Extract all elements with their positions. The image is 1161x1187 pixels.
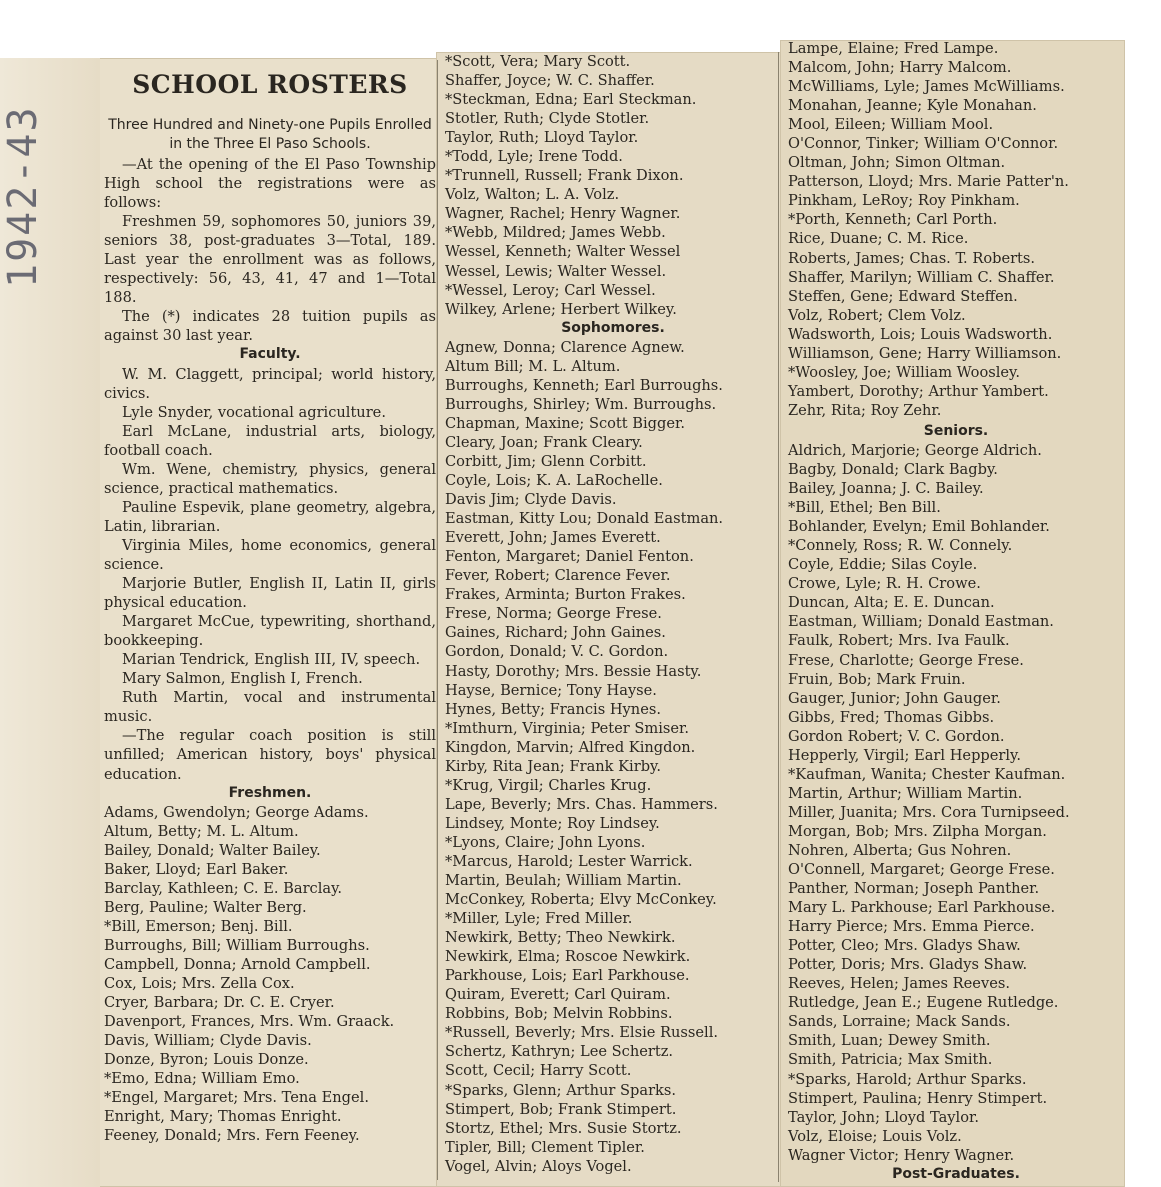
roster-entry: Eastman, Kitty Lou; Donald Eastman. [445, 510, 724, 528]
roster-entry: Stotler, Ruth; Clyde Stotler. [445, 110, 650, 128]
roster-entry: Miller, Juanita; Mrs. Cora Turnipseed. [788, 803, 1070, 821]
roster-entry: Mool, Eileen; William Mool. [788, 116, 994, 134]
faculty-entry: Marian Tendrick, English III, IV, speech. [122, 651, 421, 669]
roster-entry: Duncan, Alta; E. E. Duncan. [788, 594, 995, 612]
roster-entry: Smith, Luan; Dewey Smith. [788, 1032, 991, 1050]
intro-paragraph: Freshmen 59, sophomores 50, juniors 39, seniors 38, post-graduates 3—Total, 189. Last year the enrollment was as follows, respectively: 56, 43, 41, 47 and 1—Total 188. [104, 213, 436, 307]
roster-entry: Davis Jim; Clyde Davis. [445, 491, 617, 509]
roster-entry: Volz, Walton; L. A. Volz. [445, 186, 620, 204]
roster-entry: Altum, Betty; M. L. Altum. [104, 822, 299, 840]
roster-entry: Potter, Doris; Mrs. Gladys Shaw. [788, 956, 1028, 974]
faculty-list [104, 365, 436, 784]
roster-entry: Altum Bill; M. L. Altum. [445, 357, 621, 375]
faculty-entry: Margaret McCue, typewriting, shorthand, bookkeeping. [104, 613, 436, 650]
roster-entry: Taylor, Ruth; Lloyd Taylor. [445, 129, 639, 147]
roster-entry: Kirby, Rita Jean; Frank Kirby. [445, 757, 661, 775]
roster-entry: *Lyons, Claire; John Lyons. [445, 833, 646, 851]
roster-entry: *Miller, Lyle; Fred Miller. [445, 910, 633, 928]
roster-entry: Frakes, Arminta; Burton Frakes. [445, 586, 686, 604]
roster-entry: Gordon, Donald; V. C. Gordon. [445, 643, 669, 661]
roster-entry: Shaffer, Joyce; W. C. Shaffer. [445, 72, 655, 90]
roster-entry: Adams, Gwendolyn; George Adams. [104, 803, 369, 821]
roster-entry: Robbins, Bob; Melvin Robbins. [445, 1005, 673, 1023]
article-title: SCHOOL ROSTERS [132, 70, 408, 99]
roster-entry: *Todd, Lyle; Irene Todd. [445, 148, 623, 166]
handwritten-year-text: 1942-43 [0, 105, 46, 288]
roster-entry: McConkey, Roberta; Elvy McConkey. [445, 891, 717, 909]
roster-entry: Morgan, Bob; Mrs. Zilpha Morgan. [788, 822, 1047, 840]
roster-entry: *Scott, Vera; Mary Scott. [445, 53, 631, 70]
roster-entry: Enright, Mary; Thomas Enright. [104, 1108, 342, 1126]
roster-entry: Barclay, Kathleen; C. E. Barclay. [104, 879, 343, 897]
roster-entry: Cox, Lois; Mrs. Zella Cox. [104, 975, 295, 993]
roster-entry: Tipler, Bill; Clement Tipler. [445, 1138, 645, 1156]
roster-entry: Hepperly, Virgil; Earl Hepperly. [788, 746, 1021, 764]
roster-entry: Oltman, John; Simon Oltman. [788, 154, 1006, 172]
roster-entry: O'Connell, Margaret; George Frese. [788, 861, 1055, 879]
faculty-entry: Virginia Miles, home economics, general science. [104, 536, 436, 573]
roster-entry: Bagby, Donald; Clark Bagby. [788, 461, 998, 479]
roster-entry: Coyle, Lois; K. A. LaRochelle. [445, 472, 663, 490]
roster-entry: Bailey, Joanna; J. C. Bailey. [788, 480, 984, 498]
roster-entry: Bohlander, Evelyn; Emil Bohlander. [788, 518, 1050, 536]
roster-entry: Fruin, Bob; Mark Fruin. [788, 670, 966, 688]
roster-entry: *Kaufman, Wanita; Chester Kaufman. [788, 765, 1066, 783]
roster-entry: Panther, Norman; Joseph Panther. [788, 880, 1040, 898]
roster-entry: Vogel, Alvin; Aloys Vogel. [445, 1157, 632, 1175]
sophomores-list [445, 338, 781, 1176]
roster-entry: Newkirk, Elma; Roscoe Newkirk. [445, 948, 691, 966]
roster-entry: Burroughs, Shirley; Wm. Burroughs. [445, 395, 717, 413]
roster-entry: *Imthurn, Virginia; Peter Smiser. [445, 719, 690, 737]
roster-entry: Hynes, Betty; Francis Hynes. [445, 700, 661, 718]
intro-section [104, 155, 436, 345]
faculty-entry: Lyle Snyder, vocational agriculture. [122, 403, 386, 421]
roster-entry: *Marcus, Harold; Lester Warrick. [445, 852, 693, 870]
roster-entry: Schertz, Kathryn; Lee Schertz. [445, 1043, 674, 1061]
roster-entry: Rice, Duane; C. M. Rice. [788, 230, 969, 248]
roster-entry: Wadsworth, Lois; Louis Wadsworth. [788, 325, 1053, 343]
roster-entry: Corbitt, Jim; Glenn Corbitt. [445, 452, 647, 470]
roster-entry: Volz, Robert; Clem Volz. [788, 306, 966, 324]
roster-entry: Wagner Victor; Henry Wagner. [788, 1146, 1015, 1164]
roster-entry: Fever, Robert; Clarence Fever. [445, 567, 671, 585]
seniors-heading: Seniors. [923, 422, 989, 439]
roster-entry: *Trunnell, Russell; Frank Dixon. [445, 167, 684, 185]
roster-entry: Stortz, Ethel; Mrs. Susie Stortz. [445, 1119, 682, 1137]
juniors-continued-list [788, 39, 1124, 420]
faculty-entry: —The regular coach position is still unfilled; American history, boys' physical education. [104, 727, 436, 783]
roster-entry: *Steckman, Edna; Earl Steckman. [445, 91, 697, 109]
roster-entry: Kingdon, Marvin; Alfred Kingdon. [445, 738, 696, 756]
roster-entry: Potter, Cleo; Mrs. Gladys Shaw. [788, 937, 1021, 955]
postgraduates-heading: Post-Graduates. [892, 1165, 1020, 1182]
roster-entry: Bailey, Donald; Walter Bailey. [104, 841, 321, 859]
column-2 [445, 52, 781, 1176]
roster-entry: Yambert, Dorothy; Arthur Yambert. [788, 382, 1049, 400]
column-1 [104, 68, 436, 1145]
roster-entry: Nohren, Alberta; Gus Nohren. [788, 841, 1012, 859]
roster-entry: Burroughs, Kenneth; Earl Burroughs. [445, 376, 723, 394]
roster-entry: Cleary, Joan; Frank Cleary. [445, 433, 643, 451]
roster-entry: Sands, Lorraine; Mack Sands. [788, 1013, 1011, 1031]
roster-entry: Roberts, James; Chas. T. Roberts. [788, 249, 1036, 267]
roster-entry: Newkirk, Betty; Theo Newkirk. [445, 929, 676, 947]
roster-entry: Parkhouse, Lois; Earl Parkhouse. [445, 967, 690, 985]
roster-entry: *Emo, Edna; William Emo. [104, 1070, 300, 1088]
roster-entry: Wilkey, Arlene; Herbert Wilkey. [445, 300, 677, 318]
roster-entry: Gauger, Junior; John Gauger. [788, 689, 1001, 707]
intro-paragraph: The (*) indicates 28 tuition pupils as against 30 last year. [104, 308, 436, 345]
roster-entry: Smith, Patricia; Max Smith. [788, 1051, 993, 1069]
roster-entry: McWilliams, Lyle; James McWilliams. [788, 78, 1065, 96]
roster-entry: Eastman, William; Donald Eastman. [788, 613, 1054, 631]
freshmen-heading: Freshmen. [228, 784, 312, 801]
roster-entry: *Engel, Margaret; Mrs. Tena Engel. [104, 1089, 369, 1107]
roster-entry: Berg, Pauline; Walter Berg. [104, 898, 307, 916]
roster-entry: Zehr, Rita; Roy Zehr. [788, 401, 942, 419]
roster-entry: *Bill, Emerson; Benj. Bill. [104, 917, 293, 935]
roster-entry: Rutledge, Jean E.; Eugene Rutledge. [788, 994, 1059, 1012]
roster-entry: Stimpert, Paulina; Henry Stimpert. [788, 1089, 1048, 1107]
roster-entry: *Wessel, Leroy; Carl Wessel. [445, 281, 656, 299]
faculty-entry: Marjorie Butler, English II, Latin II, girls physical education. [104, 575, 436, 612]
roster-entry: *Sparks, Glenn; Arthur Sparks. [445, 1081, 677, 1099]
roster-entry: Lindsey, Monte; Roy Lindsey. [445, 814, 660, 832]
roster-entry: Pinkham, LeRoy; Roy Pinkham. [788, 192, 1020, 210]
seniors-list [788, 441, 1124, 1165]
roster-entry: Monahan, Jeanne; Kyle Monahan. [788, 97, 1037, 115]
freshmen-list [104, 803, 436, 1146]
roster-entry: Stimpert, Bob; Frank Stimpert. [445, 1100, 677, 1118]
faculty-entry: Mary Salmon, English I, French. [122, 670, 363, 688]
roster-entry: Coyle, Eddie; Silas Coyle. [788, 556, 978, 574]
roster-entry: Davenport, Frances, Mrs. Wm. Graack. [104, 1013, 395, 1031]
roster-entry: Cryer, Barbara; Dr. C. E. Cryer. [104, 994, 335, 1012]
roster-entry: Lampe, Elaine; Fred Lampe. [788, 40, 999, 57]
freshmen-continued-list [445, 52, 781, 319]
roster-entry: Wagner, Rachel; Henry Wagner. [445, 205, 681, 223]
roster-entry: *Bill, Ethel; Ben Bill. [788, 499, 941, 517]
roster-entry: Wessel, Kenneth; Walter Wessel [445, 243, 681, 261]
roster-entry: *Connely, Ross; R. W. Connely. [788, 537, 1013, 555]
roster-entry: *Sparks, Harold; Arthur Sparks. [788, 1070, 1027, 1088]
roster-entry: *Krug, Virgil; Charles Krug. [445, 776, 652, 794]
roster-entry: Campbell, Donna; Arnold Campbell. [104, 955, 371, 973]
roster-entry: *Russell, Beverly; Mrs. Elsie Russell. [445, 1024, 719, 1042]
roster-entry: Volz, Eloise; Louis Volz. [788, 1127, 962, 1145]
roster-entry: *Porth, Kenneth; Carl Porth. [788, 211, 998, 229]
article-subhead: Three Hundred and Ninety-one Pupils Enrolled in the Three El Paso Schools. [108, 117, 432, 152]
roster-entry: Aldrich, Marjorie; George Aldrich. [788, 441, 1042, 459]
roster-entry: Williamson, Gene; Harry Williamson. [788, 344, 1062, 362]
sophomores-heading: Sophomores. [561, 319, 665, 336]
roster-entry: Fenton, Margaret; Daniel Fenton. [445, 548, 694, 566]
roster-entry: Scott, Cecil; Harry Scott. [445, 1062, 632, 1080]
roster-entry: Davis, William; Clyde Davis. [104, 1032, 312, 1050]
roster-entry: Everett, John; James Everett. [445, 529, 661, 547]
faculty-entry: Wm. Wene, chemistry, physics, general science, practical mathematics. [104, 460, 436, 497]
roster-entry: Steffen, Gene; Edward Steffen. [788, 287, 1018, 305]
column-rule-1 [437, 60, 438, 1180]
roster-entry: Malcom, John; Harry Malcom. [788, 59, 1012, 77]
roster-entry: Burroughs, Bill; William Burroughs. [104, 936, 370, 954]
roster-entry: *Woosley, Joe; William Woosley. [788, 363, 1020, 381]
roster-entry: Agnew, Donna; Clarence Agnew. [445, 338, 685, 356]
roster-entry: Crowe, Lyle; R. H. Crowe. [788, 575, 981, 593]
faculty-entry: Earl McLane, industrial arts, biology, football coach. [104, 422, 436, 459]
column-3 [788, 39, 1124, 1184]
roster-entry: Shaffer, Marilyn; William C. Shaffer. [788, 268, 1055, 286]
roster-entry: *Webb, Mildred; James Webb. [445, 224, 666, 242]
roster-entry: Frese, Charlotte; George Frese. [788, 651, 1024, 669]
roster-entry: Hayse, Bernice; Tony Hayse. [445, 681, 657, 699]
roster-entry: Mary L. Parkhouse; Earl Parkhouse. [788, 899, 1056, 917]
roster-entry: Wessel, Lewis; Walter Wessel. [445, 262, 667, 280]
roster-entry: Gordon Robert; V. C. Gordon. [788, 727, 1005, 745]
roster-entry: Frese, Norma; George Frese. [445, 605, 662, 623]
roster-entry: Martin, Beulah; William Martin. [445, 872, 682, 890]
faculty-heading: Faculty. [239, 346, 301, 363]
roster-entry: Gibbs, Fred; Thomas Gibbs. [788, 708, 995, 726]
faculty-entry: W. M. Claggett, principal; world history, civics. [104, 365, 436, 402]
roster-entry: O'Connor, Tinker; William O'Connor. [788, 135, 1059, 153]
faculty-entry: Pauline Espevik, plane geometry, algebra, Latin, librarian. [104, 498, 436, 535]
roster-entry: Reeves, Helen; James Reeves. [788, 975, 1010, 993]
roster-entry: Quiram, Everett; Carl Quiram. [445, 986, 671, 1004]
roster-entry: Chapman, Maxine; Scott Bigger. [445, 414, 686, 432]
roster-entry: Patterson, Lloyd; Mrs. Marie Patter'n. [788, 173, 1069, 191]
roster-entry: Martin, Arthur; William Martin. [788, 784, 1023, 802]
roster-entry: Gaines, Richard; John Gaines. [445, 624, 666, 642]
roster-entry: Harry Pierce; Mrs. Emma Pierce. [788, 918, 1035, 936]
roster-entry: Feeney, Donald; Mrs. Fern Feeney. [104, 1127, 360, 1145]
faculty-entry: Ruth Martin, vocal and instrumental music. [104, 689, 436, 726]
roster-entry: Donze, Byron; Louis Donze. [104, 1051, 309, 1069]
roster-entry: Taylor, John; Lloyd Taylor. [788, 1108, 980, 1126]
roster-entry: Hasty, Dorothy; Mrs. Bessie Hasty. [445, 662, 702, 680]
roster-entry: Lape, Beverly; Mrs. Chas. Hammers. [445, 795, 718, 813]
intro-paragraph: —At the opening of the El Paso Township High school the registrations were as follows: [104, 156, 436, 212]
roster-entry: Faulk, Robert; Mrs. Iva Faulk. [788, 632, 1010, 650]
roster-entry: Baker, Lloyd; Earl Baker. [104, 860, 289, 878]
